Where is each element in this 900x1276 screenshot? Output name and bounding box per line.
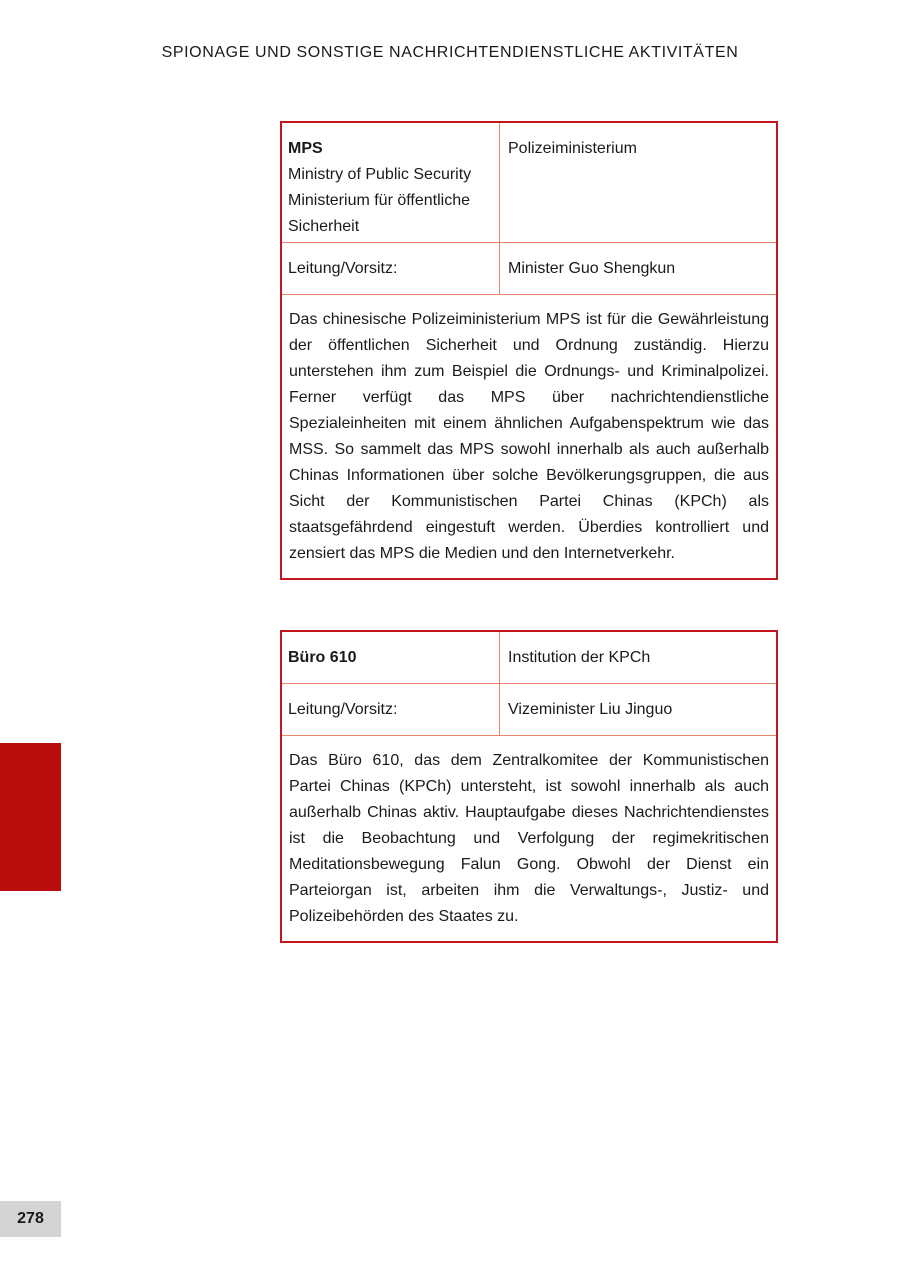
buero-610-leader-name: Vizeminister Liu Jinguo — [508, 700, 673, 718]
buero-610-info-box — [280, 630, 778, 943]
mps-title-row — [282, 123, 776, 243]
mps-leader-row — [282, 243, 776, 295]
buero-610-description: Das Büro 610, das dem Zentralkomitee der Kommunistischen Partei Chinas (KPCh) untersteht, ist sowohl innerhalb als auch außerhalb Chinas aktiv. Hauptaufgabe dieses Nachrichtendienstes ist die Beobachtung und Verfolgung der regimekritischen Meditationsbewegung Falun Gong. Obwohl der Dienst ein Parteiorgan ist, arbeiten ihm die Verwaltungs-, Justiz- und Polizeibehörden des Staates zu. — [289, 752, 769, 925]
mps-abbreviation: MPS — [288, 140, 323, 157]
running-header: SPIONAGE UND SONSTIGE NACHRICHTENDIENSTLICHE AKTIVITÄTEN — [161, 44, 739, 61]
mps-category: Polizeiministerium — [508, 140, 637, 157]
mps-name-english: Ministry of Public Security — [288, 166, 472, 183]
buero-610-leader-row — [282, 684, 776, 736]
buero-610-category: Institution der KPCh — [508, 648, 651, 666]
chapter-side-marker — [0, 743, 61, 891]
page-number: 278 — [0, 1201, 61, 1237]
mps-info-box — [280, 121, 778, 580]
buero-610-name: Büro 610 — [282, 632, 500, 683]
mps-leader-label: Leitung/Vorsitz: — [282, 243, 500, 294]
mps-name-german: Ministerium für öffentliche Sicherheit — [288, 192, 470, 235]
buero-610-title-row — [282, 632, 776, 684]
mps-description: Das chinesische Polizeiministerium MPS ist für die Gewährleistung der öffentlichen Sicherheit und Ordnung zuständig. Hierzu unterstehen ihm zum Beispiel die Ordnungs- und Kriminalpolizei. Ferner verfügt das MPS über nachrichtendienstliche Spezialeinheiten mit einem ähnlichen Aufgabenspektrum wie das MSS. So sammelt das MPS sowohl innerhalb als auch außerhalb Chinas Informationen über solche Bevölkerungsgruppen, die aus Sicht der Kommunistischen Partei Chinas (KPCh) als staatsgefährdend eingestuft werden. Überdies kontrolliert und zensiert das MPS die Medien und den Internetverkehr. — [289, 311, 769, 562]
mps-name-cell — [282, 123, 500, 242]
mps-leader-name: Minister Guo Shengkun — [508, 259, 676, 277]
buero-610-leader-label: Leitung/Vorsitz: — [282, 684, 500, 735]
